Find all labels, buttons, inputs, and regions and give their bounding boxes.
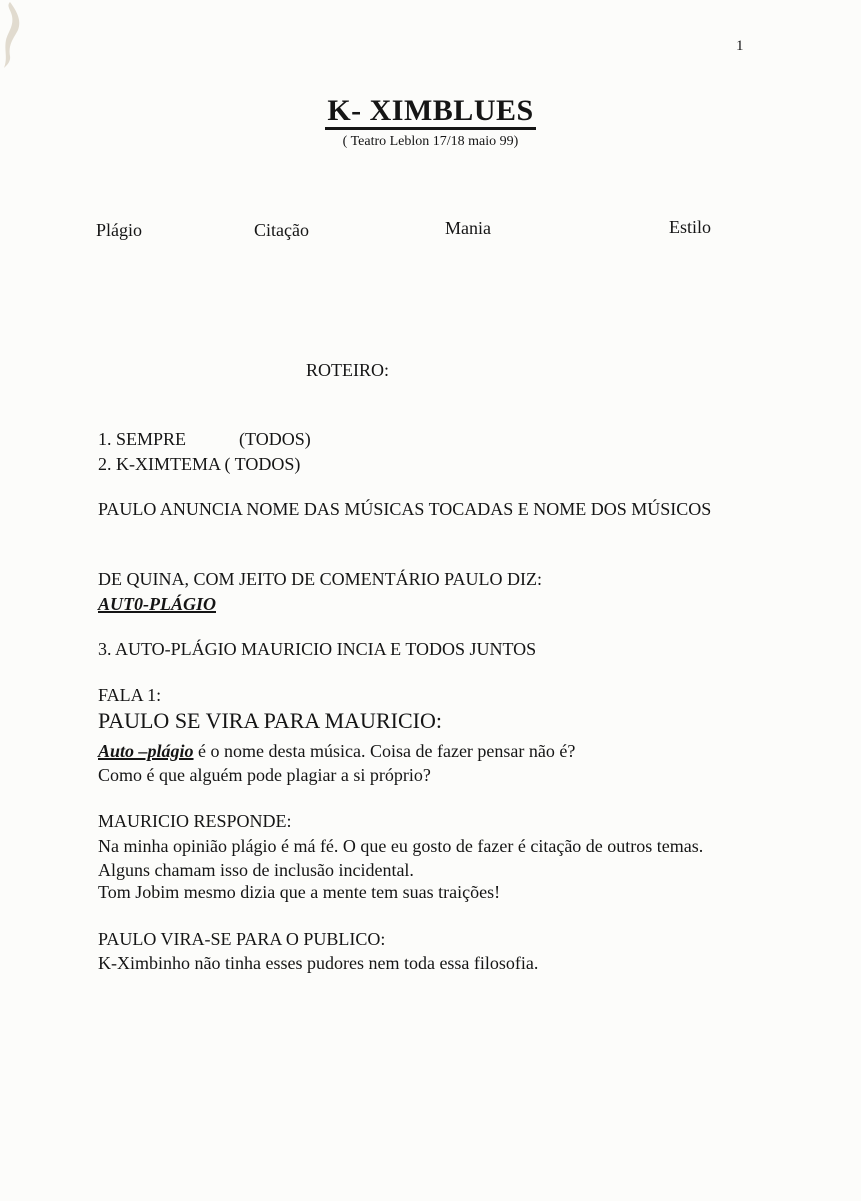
concept-citacao: Citação [254,220,309,240]
paulo-public-speech: K-Ximbinho não tinha esses pudores nem toda essa filosofia. [98,953,539,973]
document-title [0,94,861,128]
auto-plagio-speech-emphasis: Auto –plágio [98,741,194,761]
fala-label: FALA 1: [98,685,162,705]
announce-paragraph: PAULO ANUNCIA NOME DAS MÚSICAS TOCADAS E NOME DOS MÚSICOS [98,499,712,519]
song-performers: ( TODOS) [224,454,301,474]
song-item [98,429,311,450]
quina-line: DE QUINA, COM JEITO DE COMENTÁRIO PAULO DIZ: [98,569,542,589]
auto-plagio-emphasis: AUT0-PLÁGIO [98,594,216,614]
mauricio-speech: Na minha opinião plágio é má fé. O que eu gosto de fazer é citação de outros temas. Alguns chamam isso de inclusão incidental. [98,836,704,880]
paulo-speech-line-2: Como é que alguém pode plagiar a si próprio? [98,765,431,785]
concept-mania: Mania [445,218,491,238]
quina-emphasis [98,594,216,615]
concept-estilo: Estilo [669,217,712,237]
title-text: K- XIMBLUES [325,94,535,130]
paper-stain [0,0,40,70]
page-number: 1 [736,38,744,54]
mauricio-speech-line-3: Tom Jobim mesmo dizia que a mente tem suas traições! [98,882,501,902]
paulo-speech-line [98,741,575,762]
document-subtitle: ( Teatro Leblon 17/18 maio 99) [342,134,519,149]
mauricio-label: MAURICIO RESPONDE: [98,811,292,831]
song-name: 2. K-XIMTEMA [98,454,220,474]
concept-plagio: Plágio [96,220,143,240]
roteiro-heading: ROTEIRO: [306,360,389,380]
song-item [98,454,300,475]
paulo-public-label: PAULO VIRA-SE PARA O PUBLICO: [98,929,386,949]
song-three: 3. AUTO-PLÁGIO MAURICIO INCIA E TODOS JUNTOS [98,639,537,659]
song-name: 1. SEMPRE [98,429,187,449]
paulo-speech-rest: é o nome desta música. Coisa de fazer pensar não é? [193,741,576,761]
paulo-turns-line: PAULO SE VIRA PARA MAURICIO: [98,708,442,733]
song-performers: (TODOS) [239,429,311,449]
